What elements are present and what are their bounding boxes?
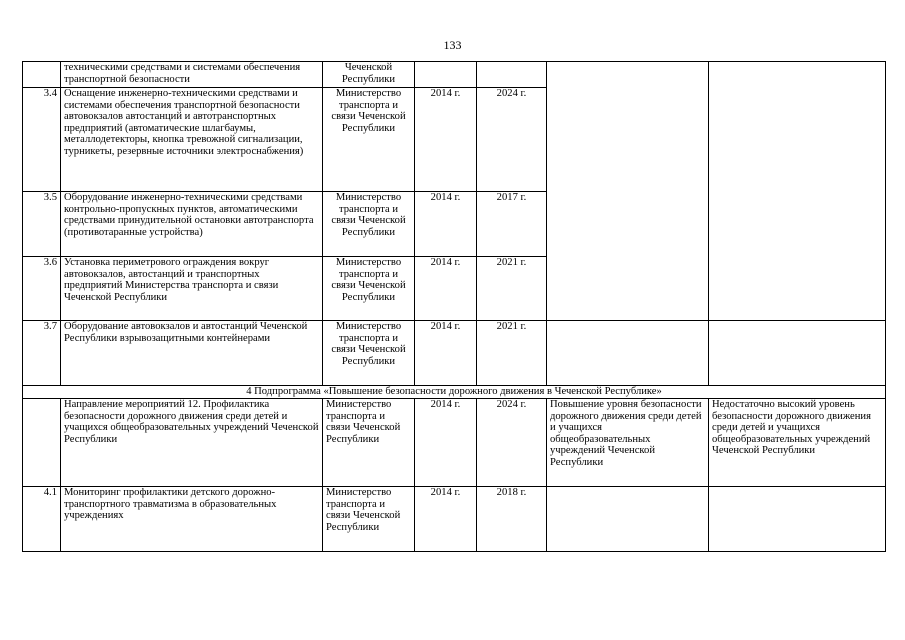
end-year: 2021 г. bbox=[477, 321, 547, 386]
result-cell-empty bbox=[547, 62, 709, 321]
end-year: 2024 г. bbox=[477, 88, 547, 192]
end-year: 2024 г. bbox=[477, 399, 547, 487]
row-number bbox=[23, 62, 61, 88]
measure-name: Направление мероприятий 12. Профилактика безопасности дорожного движения среди детей и учащихся общеобразовательных учреждений Чеченской Республики bbox=[61, 399, 323, 487]
start-year: 2014 г. bbox=[415, 257, 477, 321]
measure-name: Оборудование инженерно-техническими средствами контрольно-пропускных пунктов, автоматическими средствами принудительной остановки автотранспорта (противотаранные устройства) bbox=[61, 192, 323, 257]
executor: Чеченской Республики bbox=[323, 62, 415, 88]
executor: Министерство транспорта и связи Чеченской Республики bbox=[323, 487, 415, 552]
measure-name: Установка периметрового ограждения вокруг автовокзалов, автостанций и транспортных предприятий Министерства транспорта и связи Чеченской Республики bbox=[61, 257, 323, 321]
row-number: 3.6 bbox=[23, 257, 61, 321]
row-number bbox=[23, 399, 61, 487]
end-year: 2018 г. bbox=[477, 487, 547, 552]
table-row bbox=[23, 321, 886, 386]
executor: Министерство транспорта и связи Чеченской Республики bbox=[323, 257, 415, 321]
result-cell-empty bbox=[547, 487, 709, 552]
consequence-cell-empty bbox=[709, 321, 886, 386]
measure-name: Оснащение инженерно-техническими средствами и системами обеспечения транспортной безопасности автовокзалов автостанций и автотранспортных предприятий (автоматические шлагбаумы, металлодетекторы, кнопка тревожной сигнализации, турникеты, резервные источники электроснабжения) bbox=[61, 88, 323, 192]
expected-result: Повышение уровня безопасности дорожного движения среди детей и учащихся общеобразовательных учреждений Чеченской Республики bbox=[547, 399, 709, 487]
executor: Министерство транспорта и связи Чеченской Республики bbox=[323, 192, 415, 257]
table-row bbox=[23, 399, 886, 487]
result-cell-empty bbox=[547, 321, 709, 386]
row-number: 3.7 bbox=[23, 321, 61, 386]
row-number: 3.5 bbox=[23, 192, 61, 257]
measure-name: Оборудование автовокзалов и автостанций Чеченской Республики взрывозащитными контейнерами bbox=[61, 321, 323, 386]
section-header-row bbox=[23, 386, 886, 399]
row-number: 3.4 bbox=[23, 88, 61, 192]
measure-name: техническими средствами и системами обеспечения транспортной безопасности bbox=[61, 62, 323, 88]
executor: Министерство транспорта и связи Чеченской Республики bbox=[323, 88, 415, 192]
page-number: 133 bbox=[443, 38, 462, 52]
start-year: 2014 г. bbox=[415, 192, 477, 257]
table-row bbox=[23, 487, 886, 552]
consequence: Недостаточно высокий уровень безопасности дорожного движения среди детей и учащихся общеобразовательных учреждений Чеченской Республики bbox=[709, 399, 886, 487]
program-table bbox=[22, 61, 886, 552]
table-row bbox=[23, 62, 886, 88]
end-year bbox=[477, 62, 547, 88]
consequence-cell-empty bbox=[709, 487, 886, 552]
start-year: 2014 г. bbox=[415, 88, 477, 192]
start-year bbox=[415, 62, 477, 88]
subprogram-title: 4 Подпрограмма «Повышение безопасности дорожного движения в Чеченской Республике» bbox=[23, 386, 886, 399]
end-year: 2017 г. bbox=[477, 192, 547, 257]
measure-name: Мониторинг профилактики детского дорожно-транспортного травматизма в образовательных учреждениях bbox=[61, 487, 323, 552]
consequence-cell-empty bbox=[709, 62, 886, 321]
executor: Министерство транспорта и связи Чеченской Республики bbox=[323, 321, 415, 386]
row-number: 4.1 bbox=[23, 487, 61, 552]
executor: Министерство транспорта и связи Чеченской Республики bbox=[323, 399, 415, 487]
end-year: 2021 г. bbox=[477, 257, 547, 321]
start-year: 2014 г. bbox=[415, 321, 477, 386]
start-year: 2014 г. bbox=[415, 399, 477, 487]
start-year: 2014 г. bbox=[415, 487, 477, 552]
